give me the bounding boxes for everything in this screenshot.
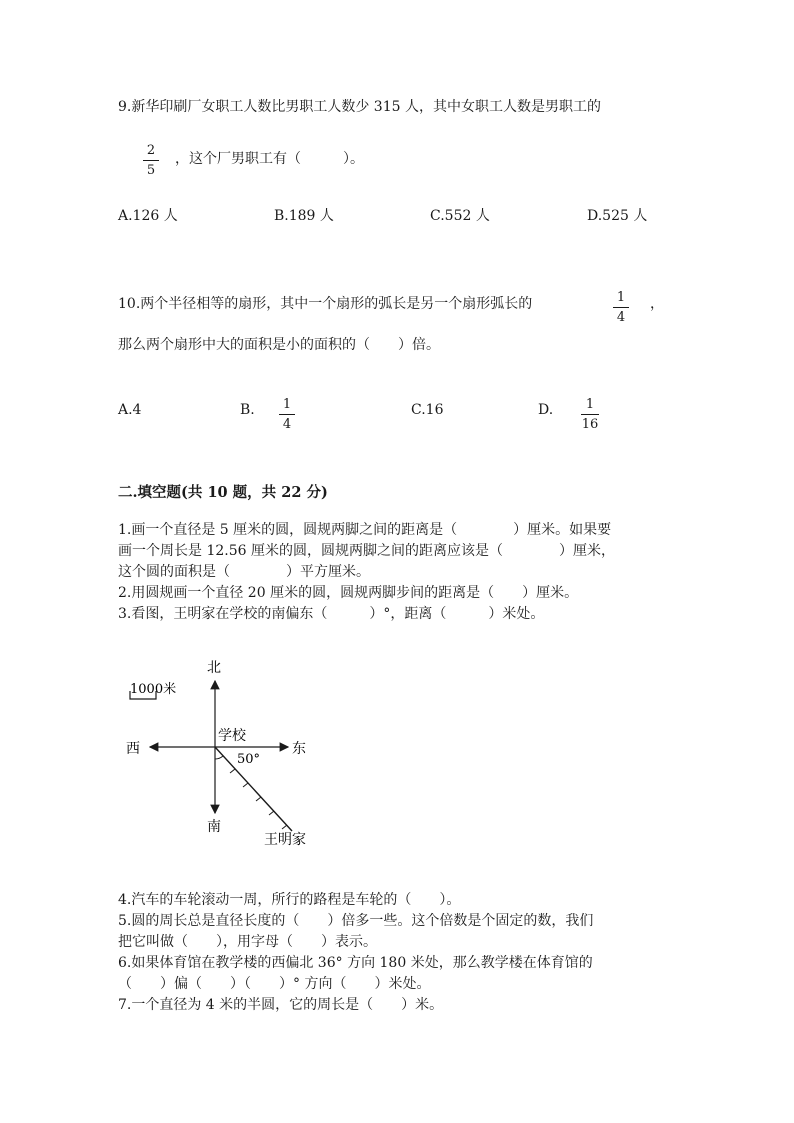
question-10-text: 10.两个半径相等的扇形，其中一个扇形的弧长是另一个扇形弧长的 [118, 296, 533, 312]
direction-diagram [118, 655, 328, 850]
question-9-option-c[interactable]: C.552 人 [430, 208, 490, 224]
question-10-option-c[interactable]: C.16 [411, 402, 444, 418]
question-10-option-b-fraction [276, 397, 298, 432]
fraction-bar [143, 160, 159, 161]
east-label: 东 [292, 741, 306, 757]
fill-line-11: 7.一个直径为 4 米的半圆，它的周长是（ ）米。 [118, 997, 444, 1013]
fill-line-1: 1.画一个直径是 5 厘米的圆，圆规两脚之间的距离是（ ）厘米。如果要 [118, 522, 612, 538]
question-9-option-d[interactable]: D.525 人 [587, 208, 648, 224]
fill-line-6: 4.汽车的车轮滚动一周，所行的路程是车轮的（ ）。 [118, 892, 461, 908]
section-title: 二.填空题(共 10 题，共 22 分) [118, 484, 328, 501]
scale-label: 1000米 [130, 682, 177, 697]
question-9-option-b[interactable]: B.189 人 [274, 208, 334, 224]
fill-line-9: 6.如果体育馆在教学楼的西偏北 36° 方向 180 米处，那么教学楼在体育馆的 [118, 955, 593, 971]
fraction-numerator: 1 [585, 397, 595, 412]
path-ticks [230, 769, 287, 829]
fraction-denominator: 5 [146, 163, 156, 178]
question-10-fraction [610, 290, 632, 325]
question-9-fraction [140, 143, 162, 178]
fraction-bar [581, 414, 599, 415]
fraction-numerator: 1 [616, 290, 626, 305]
question-9-text: 9.新华印刷厂女职工人数比男职工人数少 315 人，其中女职工人数是男职工的 [118, 99, 601, 115]
fill-line-8: 把它叫做（ ），用字母（ ）表示。 [118, 934, 377, 950]
question-10-option-a[interactable]: A.4 [118, 402, 142, 418]
angle-label: 50° [237, 752, 261, 767]
question-10-line2: 那么两个扇形中大的面积是小的面积的（ ）倍。 [118, 337, 440, 353]
fraction-numerator: 2 [146, 143, 156, 158]
west-label: 西 [126, 741, 140, 757]
fraction-denominator: 4 [282, 417, 292, 432]
fill-line-4: 2.用圆规画一个直径 20 厘米的圆，圆规两脚步间的距离是（ ）厘米。 [118, 585, 579, 601]
home-label: 王明家 [264, 832, 306, 848]
question-9-option-a[interactable]: A.126 人 [118, 208, 178, 224]
question-9-tail: ，这个厂男职工有（ ）。 [175, 151, 364, 167]
fraction-denominator: 4 [616, 310, 626, 325]
fill-line-2: 画一个周长是 12.56 厘米的圆，圆规两脚之间的距离应该是（ ）厘米， [118, 543, 615, 559]
fill-line-7: 5.圆的周长总是直径长度的（ ）倍多一些。这个倍数是个固定的数，我们 [118, 913, 594, 929]
fill-line-3: 这个圆的面积是（ ）平方厘米。 [118, 564, 370, 580]
angle-arc [215, 756, 223, 759]
question-10-option-d-label[interactable]: D. [538, 402, 554, 418]
question-10-option-d-fraction [578, 397, 602, 432]
fill-line-10: （ ）偏（ ）（ ）° 方向（ ）米处。 [118, 976, 431, 992]
question-10-option-b-label[interactable]: B. [240, 402, 255, 418]
north-label: 北 [207, 660, 221, 676]
south-label: 南 [207, 819, 221, 835]
question-10-comma: ， [650, 296, 664, 312]
fraction-bar [279, 414, 295, 415]
school-label: 学校 [218, 728, 246, 744]
fill-line-5: 3.看图，王明家在学校的南偏东（ ）°，距离（ ）米处。 [118, 606, 545, 622]
fraction-bar [613, 307, 629, 308]
fraction-numerator: 1 [282, 397, 292, 412]
fraction-denominator: 16 [581, 417, 599, 432]
